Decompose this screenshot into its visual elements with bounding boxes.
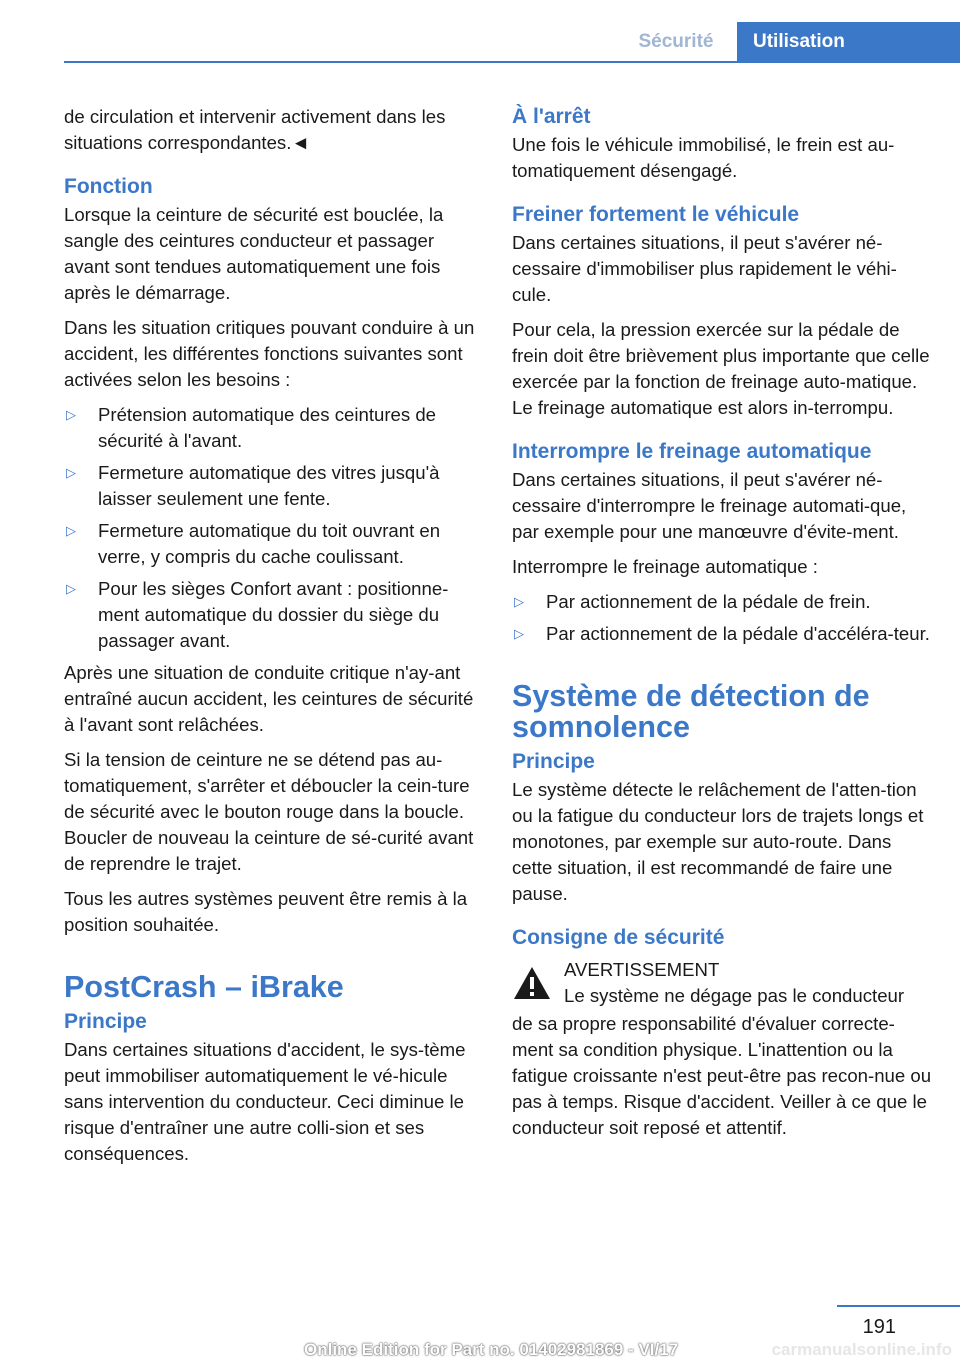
right-column bbox=[512, 104, 932, 1141]
freiner-paragraph-2: Pour cela, la pression exercée sur la pédale de frein doit être brièvement plus importante que celle exercée par la fonction de freinage auto-matique. Le freinage automatique est alors in-terrompu. bbox=[512, 319, 930, 418]
interrompre-heading: Interrompre le freinage automatique bbox=[512, 440, 872, 463]
triangle-bullet-icon: ▷ bbox=[66, 465, 76, 480]
warning-text: de sa propre responsabilité d'évaluer correcte-ment sa condition physique. L'inattention ou la fatigue croissante n'est peut-être pas recon-nue ou pas à temps. Risque d'accident. Veiller à ce que le conducteur soit reposé et attentif. bbox=[512, 1013, 932, 1138]
warning-triangle-icon bbox=[512, 965, 552, 1001]
warning-block bbox=[512, 957, 932, 1009]
interrupt-list bbox=[512, 589, 932, 647]
interrompre-paragraph-2: Interrompre le freinage automatique : bbox=[512, 556, 818, 577]
fonction-paragraph-2: Dans les situation critiques pouvant conduire à un accident, les différentes fonctions suivantes sont activées selon les besoins : bbox=[64, 317, 475, 390]
principe-heading-right: Principe bbox=[512, 750, 595, 773]
edition-text: Online Edition for Part no. 01402981869 - VI/17 bbox=[304, 1340, 679, 1359]
page-number: 191 bbox=[862, 1316, 896, 1338]
header-tab-securite: Sécurité bbox=[638, 31, 714, 52]
fonction-paragraph-1: Lorsque la ceinture de sécurité est bouclée, la sangle des ceintures conducteur et passager avant sont tendues automatiquement une fois après le démarrage. bbox=[64, 204, 444, 303]
function-list bbox=[64, 402, 482, 654]
principe-paragraph-right: Le système détecte le relâchement de l'atten-tion ou la fatigue du conducteur lors de trajets longs et monotones, par exemple sur auto-route. Dans cette situation, il est recommandé de faire une pause. bbox=[512, 779, 924, 904]
warning-first-line: Le système ne dégage pas le conducteur bbox=[564, 985, 905, 1006]
left-column bbox=[64, 104, 482, 1176]
consigne-heading: Consigne de sécurité bbox=[512, 926, 725, 949]
triangle-bullet-icon: ▷ bbox=[66, 581, 76, 596]
triangle-bullet-icon: ▷ bbox=[514, 594, 524, 609]
footer-rule bbox=[837, 1305, 960, 1307]
header-tab-utilisation: Utilisation bbox=[737, 22, 960, 62]
list-item: ▷ Par actionnement de la pédale d'accéléra-teur. bbox=[512, 621, 932, 647]
list-item: ▷ Pour les sièges Confort avant : positionne-ment automatique du dossier du siège du passager avant. bbox=[66, 578, 449, 651]
warning-label: AVERTISSEMENT bbox=[564, 959, 720, 980]
list-item: ▷ Par actionnement de la pédale de frein. bbox=[512, 589, 932, 615]
after-paragraph-3: Tous les autres systèmes peuvent être remis à la position souhaitée. bbox=[64, 888, 468, 935]
after-paragraph-2: Si la tension de ceinture ne se détend pas au-tomatiquement, s'arrêter et déboucler la cein-ture de sécurité avec le bouton rouge dans la boucle. Boucler de nouveau la ceinture de sé-curité avant de reprendre le trajet. bbox=[64, 749, 474, 874]
principe-heading-left: Principe bbox=[64, 1010, 147, 1033]
arret-heading: À l'arrêt bbox=[512, 105, 591, 128]
arret-paragraph: Une fois le véhicule immobilisé, le frein est au-tomatiquement désengagé. bbox=[512, 134, 895, 181]
header-rule bbox=[64, 61, 960, 63]
freiner-heading: Freiner fortement le véhicule bbox=[512, 203, 800, 226]
triangle-bullet-icon: ▷ bbox=[514, 626, 524, 641]
interrompre-paragraph-1: Dans certaines situations, il peut s'avérer né-cessaire d'interrompre le freinage automati-que, par exemple pour une manœuvre d'évite-ment. bbox=[512, 469, 907, 542]
freiner-paragraph-1: Dans certaines situations, il peut s'avérer né-cessaire d'immobiliser plus rapidement le véhi-cule. bbox=[512, 232, 897, 305]
triangle-bullet-icon: ▷ bbox=[66, 523, 76, 538]
list-item: ▷ Prétension automatique des ceintures de sécurité à l'avant. bbox=[66, 404, 437, 451]
list-item: ▷ Fermeture automatique du toit ouvrant en verre, y compris du cache coulissant. bbox=[66, 520, 441, 567]
triangle-bullet-icon: ▷ bbox=[66, 407, 76, 422]
after-paragraph-1: Après une situation de conduite critique n'ay-ant entraîné aucun accident, les ceintures de sécurité à l'avant sont relâchées. bbox=[64, 662, 474, 735]
principe-paragraph-left: Dans certaines situations d'accident, le sys-tème peut immobiliser automatiquement le vé-hicule sans intervention du conducteur. Ceci diminue le risque d'entraîner une autre colli-sion et ses conséquences. bbox=[64, 1039, 466, 1164]
intro-paragraph: de circulation et intervenir activement dans les situations correspondantes.◄ bbox=[64, 106, 446, 153]
list-item: ▷ Fermeture automatique des vitres jusqu'à laisser seulement une fente. bbox=[66, 462, 440, 509]
fonction-heading: Fonction bbox=[64, 175, 153, 198]
systeme-heading: Système de détection de somnolence bbox=[512, 679, 870, 744]
postcrash-heading: PostCrash – iBrake bbox=[64, 970, 344, 1004]
watermark: carmanualsonline.info bbox=[771, 1340, 952, 1359]
